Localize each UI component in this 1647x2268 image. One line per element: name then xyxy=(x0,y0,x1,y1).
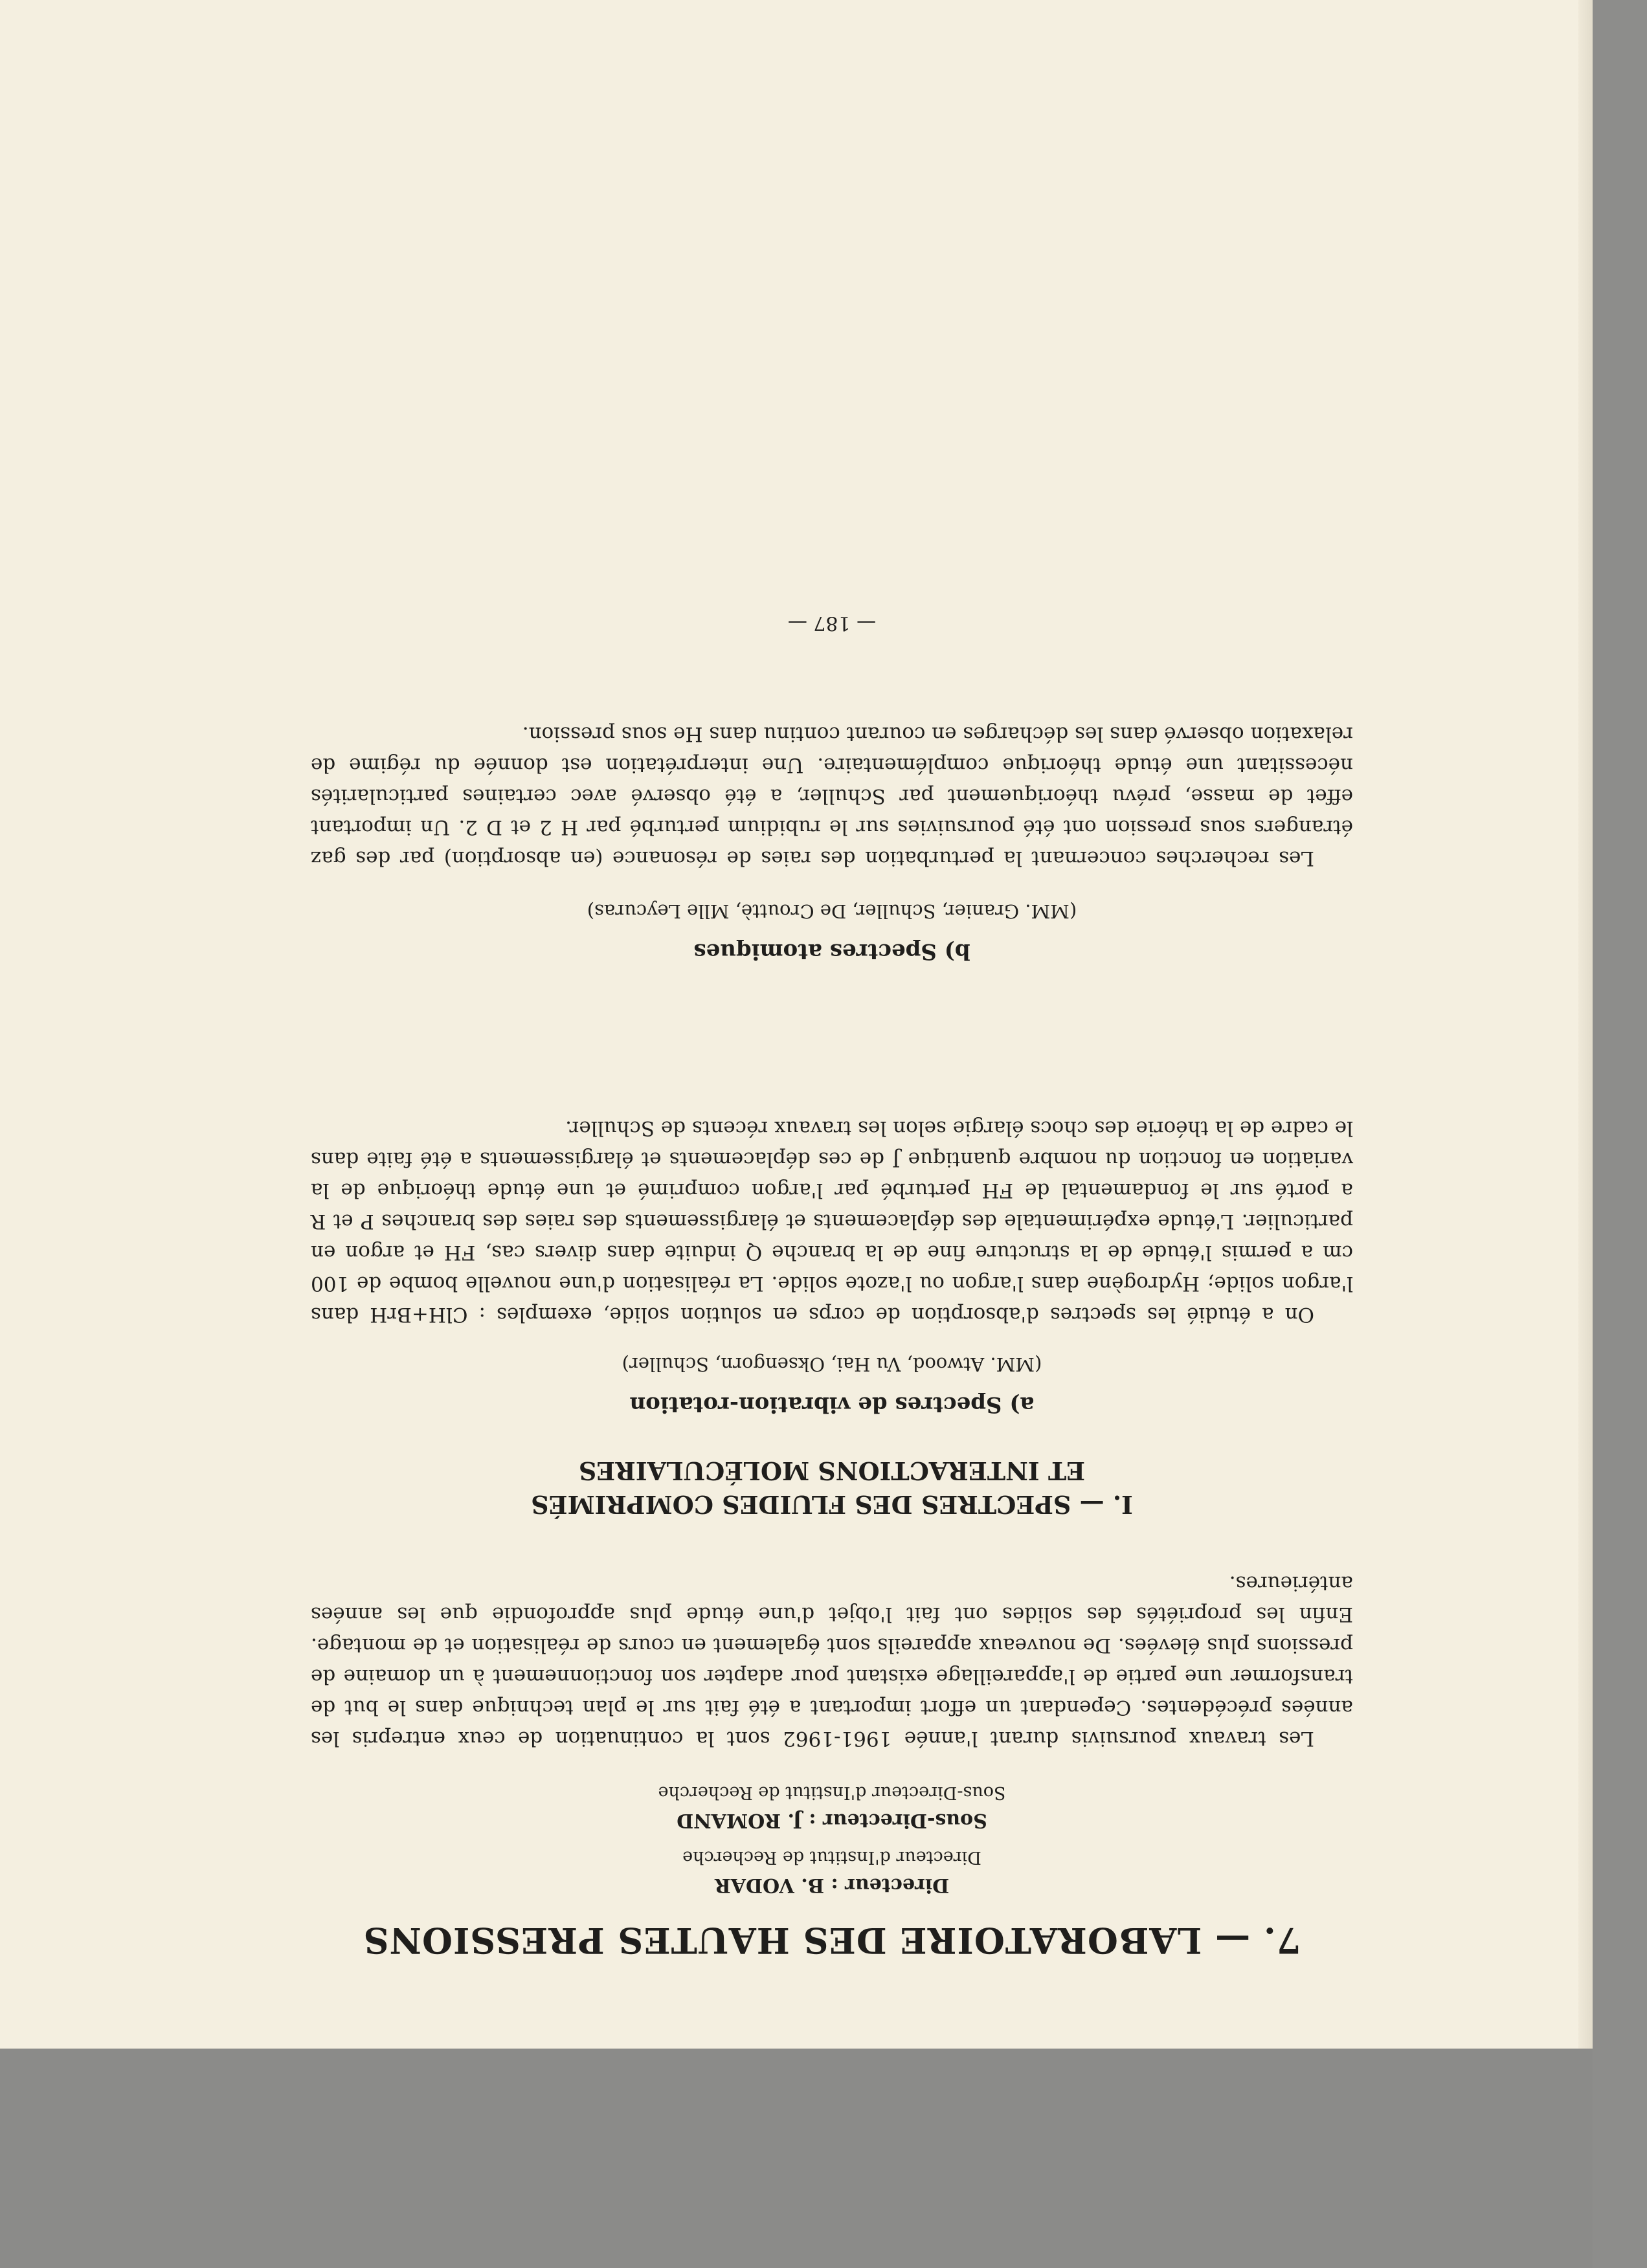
subsection-b-paragraph: Les recherches concernant la perturbation des raies de résonance (en absorption) par des gaz étrangers sous pression ont été poursuivies sur le rubidium perturbé par H 2 et D 2. Un important effet de masse, prévu théoriquement par Schuller, a été observé avec certaines particularités nécessitant une étude théorique complémentaire. Une interprétation est donnée du régime de relaxation observé dans les décharges en courant continu dans He sous pression. xyxy=(311,722,1353,870)
subsection-b-title: b) Spectres atomiques xyxy=(693,939,970,964)
section-heading-line2: ET INTERACTIONS MOLÉCULAIRES xyxy=(578,1456,1086,1485)
subdirector-line: Sous-Directeur : J. ROMAND xyxy=(677,1809,987,1832)
subsection-a-title: a) Spectres de vibration-rotation xyxy=(629,1392,1035,1418)
section-heading-line1: I. — SPECTRES DES FLUIDES COMPRIMÉS xyxy=(531,1490,1133,1519)
scanner-bed-edge xyxy=(1593,0,1647,2268)
subsection-a-paragraph: On a étudié les spectres d'absorption de corps en solution solide, exemples : ClH+BrH dans l'argon solide; Hydrogène dans l'argon ou l'azote solide. La réalisation d'une nouvelle bombe de 100 cm a permis l'étude de la structure fine de la branche Q induite dans divers cas, FH et argon en particulier. L'étude expérimentale des déplacements et élargissements des raies des branches P et R a porté sur le fondamental de FH perturbé par l'argon comprimé et une étude théorique de la variation en fonction du nombre quantique J de ces déplacements et élargissements a été faite dans le cadre de la théorie des chocs élargie selon les travaux récents de Schuller. xyxy=(311,1117,1353,1326)
intro-paragraph: Les travaux poursuivis durant l'année 1961-1962 sont la continuation de ceux entrepris les années précédentes. Cependant un effort important a été fait sur le plan technique dans le but de transformer une partie de l'appareillage existant pour adapter son fonctionnement à un domaine de pressions plus élevées. De nouveaux appareils sont également en cours de réalisation et de montage. Enfin les propriétés des solides ont fait l'objet d'une étude plus approfondie que les années antérieures. xyxy=(311,1572,1353,1750)
page-number: — 187 — xyxy=(787,612,877,634)
director-line: Directeur : B. VODAR xyxy=(714,1874,950,1896)
printed-page-upside-down xyxy=(311,214,1353,1961)
subsection-b-authors: (MM. Granier, Schuller, De Crouttè, Mlle Leycuras) xyxy=(587,900,1077,922)
director-role: Directeur d'Institut de Recherche xyxy=(682,1847,981,1867)
subdirector-role: Sous-Directeur d'Institut de Recherche xyxy=(658,1783,1006,1803)
laboratory-title: 7. — LABORATOIRE DES HAUTES PRESSIONS xyxy=(363,1920,1301,1961)
section-heading xyxy=(311,1454,1353,1521)
subsection-a-authors: (MM. Atwood, Vu Hai, Oksengorn, Schuller) xyxy=(622,1353,1042,1375)
paper-edge-shadow xyxy=(1578,0,1593,2049)
